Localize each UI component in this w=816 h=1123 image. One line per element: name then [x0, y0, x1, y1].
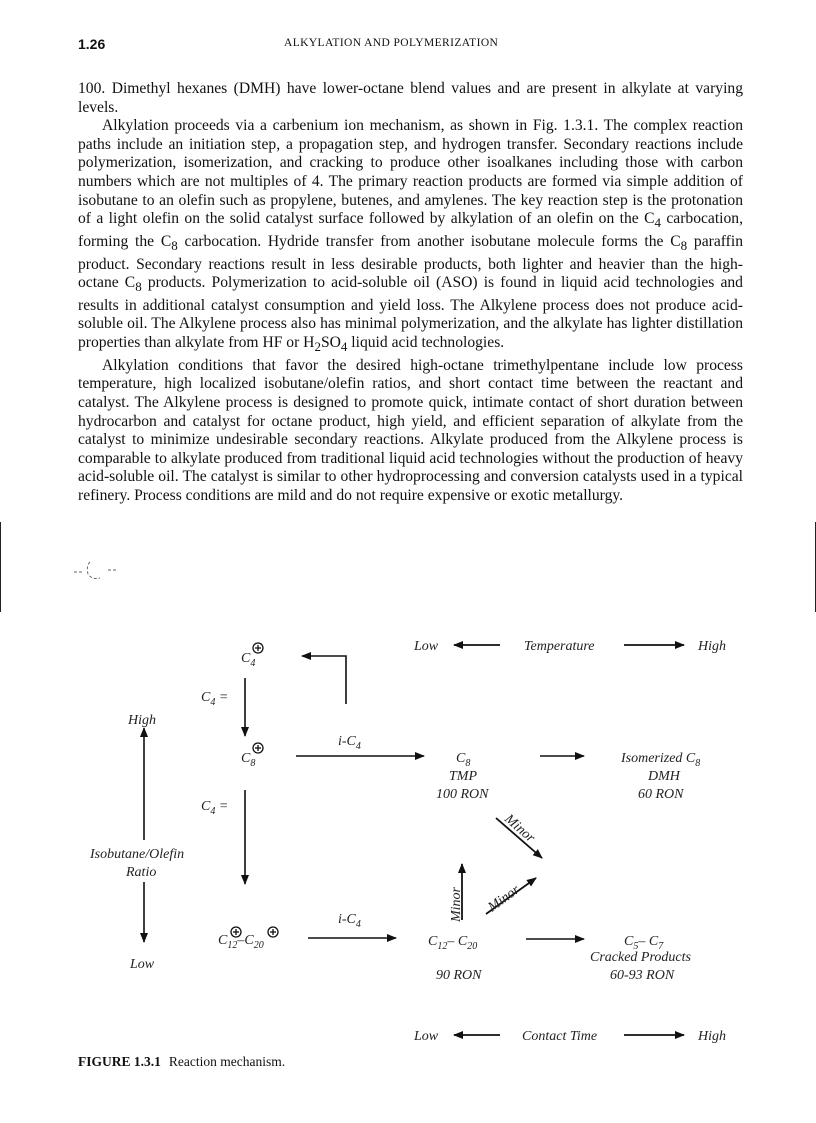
- dmh-ron-label: 60 RON: [638, 787, 684, 802]
- contact-time-low-label: Low: [414, 1029, 439, 1044]
- heavy-product-label: $C_{12}-$ $C_{20}$: [428, 934, 478, 952]
- minor-label-diag-down: Minor: [501, 811, 538, 846]
- tmp-label: TMP: [449, 769, 477, 784]
- minor-label-diag-up: Minor: [485, 882, 523, 916]
- running-title: ALKYLATION AND POLYMERIZATION: [284, 37, 499, 49]
- ratio-label-line1: Isobutane/Olefin: [90, 847, 185, 862]
- figure-caption: [78, 1054, 285, 1070]
- figure-caption-label: FIGURE 1.3.1: [78, 1054, 161, 1069]
- c12-cation-plus-icon: [231, 927, 241, 937]
- left-margin-rule: [0, 522, 1, 612]
- dmh-label: DMH: [648, 769, 680, 784]
- c4-olefin-label-top: $C_4$ =: [201, 690, 229, 708]
- c8-cation-label: $C_8$: [241, 751, 256, 769]
- cracked-products-label: Cracked Products: [590, 950, 691, 965]
- hydride-transfer-loop-arrow: [302, 656, 346, 704]
- ic4-label-top: $i-C_4$: [338, 734, 361, 752]
- c4-cation-label: $C_4$: [241, 651, 256, 669]
- contact-time-high-label: High: [698, 1029, 726, 1044]
- temperature-high-label: High: [698, 639, 726, 654]
- reaction-mechanism-figure: [0, 620, 816, 1050]
- heavy-ron-label: 90 RON: [436, 968, 482, 983]
- figure-caption-text: Reaction mechanism.: [168, 1054, 286, 1069]
- c4-olefin-label-mid: $C_4$ =: [201, 799, 229, 817]
- paragraph-1: 100. Dimethyl hexanes (DMH) have lower-octane blend values and are present in alkylate at varying levels.: [78, 80, 743, 116]
- c8-cation-plus-icon: [253, 743, 263, 753]
- temperature-low-label: Low: [414, 639, 439, 654]
- running-header: [78, 36, 743, 56]
- tmp-ron-label: 100 RON: [436, 787, 489, 802]
- temperature-axis-label: Temperature: [524, 639, 595, 654]
- isomerized-c8-label: Isomerized $C_8$: [621, 751, 701, 769]
- ratio-label-line2: Ratio: [126, 865, 157, 880]
- c8-product-label: $C_8$: [456, 751, 471, 769]
- page-number: 1.26: [78, 36, 106, 52]
- c4-cation-plus-icon: [253, 643, 263, 653]
- ratio-high-label: High: [128, 713, 156, 728]
- c12-c20-cation-label: $C_{12}-C_{20}$: [218, 933, 264, 951]
- paragraph-2: Alkylation proceeds via a carbenium ion mechanism, as shown in Fig. 1.3.1. The complex reaction paths include an initiation step, a propagation step, and hydrogen transfer. Secondary reactions include polymerization, isomerization, and cracking to produce other isoalkanes including those with carbon numbers which are not multiples of 4. The primary reaction products are formed via simple addition of isobutane to an olefin such as propylene, butenes, and amylenes. The key reaction step is the protonation of a light olefin on the solid catalyst surface followed by alkylation of an olefin on the $C_4$ carbocation, forming the $C_8$ carbocation. Hydride transfer from another isobutane molecule forms the $C_8$ paraffin product. Secondary reactions result in less desirable products, both lighter and heavier than the high-octane $C_8$ products. Polymerization to acid-soluble oil (ASO) is found in liquid acid technologies and results in additional catalyst consumption and yield loss. The Alkylene process does not produce acid-soluble oil. The Alkylene process also has minimal polymerization, and the alkylate has lighter distillation properties than alkylate from HF or $H_2SO_4$ liquid acid technologies.: [78, 117, 743, 355]
- c20-cation-plus-icon: [268, 927, 278, 937]
- cracked-ron-label: 60-93 RON: [610, 968, 675, 983]
- scan-smudge-mark: [72, 556, 128, 586]
- body-text: [78, 80, 743, 506]
- minor-label-vertical: Minor: [449, 887, 464, 922]
- paragraph-3: Alkylation conditions that favor the desired high-octane trimethylpentane include low process temperature, high localized isobutane/olefin ratios, and short contact time between the reactant and catalyst. The Alkylene process is designed to promote quick, intimate contact of short duration between hydrocarbon and catalyst for octane product, high yield, and efficient separation of alkylate from the catalyst to minimize undesirable secondary reactions. Alkylate produced from the Alkylene process is comparable to alkylate produced from traditional liquid acid technologies without the production of heavy acid-soluble oil. The catalyst is similar to other hydroprocessing and conversion catalysts used in a typical refinery. Process conditions are mild and do not require expensive or exotic metallurgy.: [78, 356, 743, 504]
- ic4-label-bottom: $i-C_4$: [338, 912, 361, 930]
- cracked-range-label: $C_5-$ $C_7$: [624, 934, 664, 952]
- contact-time-axis-label: Contact Time: [522, 1029, 598, 1044]
- ratio-low-label: Low: [130, 957, 155, 972]
